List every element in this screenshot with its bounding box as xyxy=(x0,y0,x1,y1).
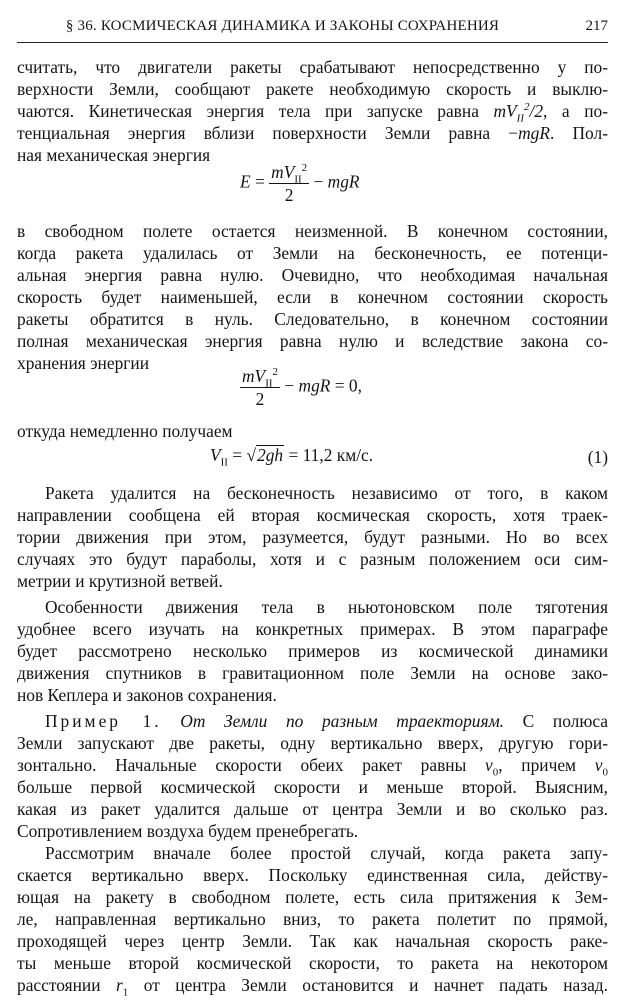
text-line: направлении сообщена ей вторая космическая скорость, хотя траек- xyxy=(17,505,608,525)
running-title: § 36. КОСМИЧЕСКАЯ ДИНАМИКА И ЗАКОНЫ СОХРАНЕНИЯ xyxy=(65,18,500,34)
header-rule xyxy=(17,42,608,43)
text-line: нов Кеплера и законов сохранения. xyxy=(17,685,277,705)
text-line: считать, что двигатели ракеты срабатывают непосредственно у по- xyxy=(17,57,608,77)
text-line: тенциальная энергия вблизи поверхности Земли равна −mgR. Пол- xyxy=(17,123,608,143)
running-header xyxy=(17,14,608,38)
text-line: хранения энергии xyxy=(17,353,150,373)
text-line: полная механическая энергия равна нулю и вследствие закона со- xyxy=(17,331,608,351)
page-number: 217 xyxy=(585,18,608,34)
text-line: зонтально. Начальные скорости обеих ракет равны $v_0$, причем $v_0$ xyxy=(17,755,608,779)
text-line: больше первой космической скорости и меньше второй. Выясним, xyxy=(17,777,608,797)
example-heading-line: Пример 1. От Земли по разным траекториям. С полюса xyxy=(45,711,608,731)
text-line: тории движения при этом, разумеется, будут разными. Но во всех xyxy=(17,527,608,547)
text-line: ная механическая энергия xyxy=(17,145,211,165)
text-line: будет рассмотрено несколько примеров из космической динамики xyxy=(17,641,608,661)
energy-formula: E = $\frac{mV_{II}^2}{2}$ − mgR xyxy=(240,162,360,205)
conservation-formula: $\frac{mV_{II}^2}{2}$ − mgR = 0, xyxy=(242,366,362,409)
second-cosmic-velocity-formula: $V_{II} = √2gh = 11,2$ км/с. xyxy=(210,445,374,469)
text-line: Сопротивлением воздуха будем пренебрегать. xyxy=(17,821,359,841)
text-line: скается вертикально вверх. Поскольку единственная сила, действу- xyxy=(17,865,608,885)
text-line: в свободном полете остается неизменной. В конечном состоянии, xyxy=(17,221,608,241)
text-line: Особенности движения тела в ньютоновском поле тяготения xyxy=(45,597,608,617)
equation-number: (1) xyxy=(587,447,608,467)
text-line: ты меньше второй космической скорости, то ракета на некотором xyxy=(17,953,608,973)
text-line: когда ракета удалилась от Земли на бесконечность, ее потенци- xyxy=(17,243,608,263)
text-line: проходящей через центр Земли. Так как начальная скорость раке- xyxy=(17,931,608,951)
text-line: расстоянии $r_1$ от центра Земли остановится и начнет падать назад. xyxy=(17,975,608,999)
text-line: откуда немедленно получаем xyxy=(17,421,233,441)
example-label: Пример 1. xyxy=(45,711,162,731)
text-line: Ракета удалится на бесконечность независимо от того, в каком xyxy=(45,483,608,503)
text-line: скорость будет наименьшей, если в конечном состоянии скорость xyxy=(17,287,608,307)
text-line: метрии и крутизной ветвей. xyxy=(17,571,223,591)
text-line: Рассмотрим вначале более простой случай, когда ракета запу- xyxy=(45,843,608,863)
example-title: От Земли по разным траекториям. xyxy=(180,711,505,731)
text-line: движения спутников в гравитационном поле Земли на основе зако- xyxy=(17,663,608,683)
text-line: ющая на ракету в свободном полете, есть сила притяжения к Зем- xyxy=(17,887,608,907)
text-line: случаях это будут параболы, хотя и с разным положением оси сим- xyxy=(17,549,608,569)
text-line: какая из ракет удалится дальше от центра Земли и во сколько раз. xyxy=(17,799,608,819)
inline-formula-kinetic: $mV_{II}^2/2$ xyxy=(493,101,544,125)
text-line: ракеты обратится в нуль. Следовательно, в конечном состоянии xyxy=(17,309,608,329)
text-line: альная энергия равна нулю. Очевидно, что необходимая начальная xyxy=(17,265,608,285)
text-line: Земли запускают две ракеты, одну вертикально вверх, другую гори- xyxy=(17,733,608,753)
text-line: ле, направленная вертикально вниз, то ракета полетит по прямой, xyxy=(17,909,608,929)
text-line: удобнее всего изучать на конкретных примерах. В этом параграфе xyxy=(17,619,608,639)
text-line: верхности Земли, сообщают ракете необходимую скорость и выклю- xyxy=(17,79,608,99)
inline-formula-potential: −mgR xyxy=(508,123,550,143)
text-line: чаются. Кинетическая энергия тела при запуске равна $mV_{II}^2/2$, а по- xyxy=(17,101,609,125)
